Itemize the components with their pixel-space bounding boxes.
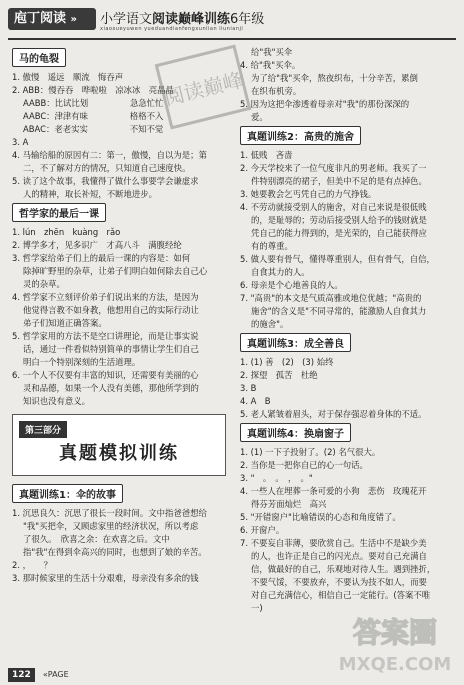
series-suffix: 6年级: [230, 12, 265, 27]
answer-line: 2. ABB：慢吞吞 哗啦啦 凉冰冰 亮晶晶: [12, 85, 174, 95]
answer-line: 1. 沉思良久：沉思了很长一段时间。文中指爸爸想给: [12, 508, 207, 518]
answer-line: 1. 低贱 吝啬: [240, 150, 293, 160]
answer-line: 自食其力的人。: [240, 267, 310, 277]
stamp-text: 阅读巅峰: [161, 67, 246, 111]
series-bold: 阅读巅峰训练: [152, 12, 231, 27]
answer-line: "我"买把伞，又顾虑家里的经济状况，所以考虑: [12, 521, 199, 531]
brand-badge: [8, 8, 96, 30]
section-title-noble-charity: 真题训练2：高贵的施舍: [240, 126, 361, 145]
answer-line: 话，通过一件看似特别简单的事情让学生们自己: [12, 344, 199, 354]
answer-line: 除掉旷野里的杂草，让弟子们明白如何除去自己心: [12, 266, 208, 276]
answer-line: 了很久。 欣喜之余：在欢喜之后。文中: [12, 534, 170, 544]
answer-line: 5. 老人紧皱着眉头，对于保存强忍着身体的不适。: [240, 409, 427, 419]
answer-line: 2. 当你是一把你自已的心一句话。: [240, 460, 368, 470]
answer-line: 7. 不要妄自菲薄，要欣赏自己。生活中不是缺少美: [240, 538, 427, 548]
answer-line: 的施舍"。: [240, 319, 289, 329]
answer-line: 6. 母亲是个心地善良的人。: [240, 280, 343, 290]
answer-line: 的人，也许正是自己的闪光点。要对自己充满自: [240, 551, 427, 561]
answer-line: 知识也没有意义。: [12, 396, 91, 406]
answer-line: AABC：津津有味 格格不入: [12, 111, 164, 121]
header-divider: [8, 38, 456, 40]
answer-line: 4. 马输给船的原因有二：第一，傲慢，自以为是；第: [12, 150, 207, 160]
answer-line: 凭自己的能力得到的，是光荣的，自己能获得应: [240, 228, 427, 238]
answer-line: 4. A B: [240, 396, 271, 406]
answer-line: 4. 一些人在埋葬一条可爱的小狗 悲伤 玫瑰花开: [240, 486, 427, 496]
answer-line: 施舍"的含义是"不同寻常的，能激励人自食其力: [240, 306, 427, 316]
answer-line: 3. A: [12, 137, 29, 147]
section-title-kindness: 真题训练3：成全善良: [240, 333, 351, 352]
answer-line: 的，是耻辱的；劳动后接受别人给予的钱财就是: [240, 215, 427, 225]
part-title: 真题模拟训练: [59, 443, 179, 464]
answer-line: 2. 博学多才，见多识广 才高八斗 满腹经纶: [12, 240, 182, 250]
answer-line: 3. 哲学家给弟子们上的最后一课的内容是：如何: [12, 253, 191, 263]
left-column: [12, 46, 226, 585]
part-label: 第三部分: [19, 421, 67, 438]
brand-arrow-icon: »: [70, 14, 78, 25]
brand-text: 庖丁阅读: [14, 11, 67, 26]
answer-line: 5. 因为这把伞渗透着母亲对"我"的那份深深的: [240, 99, 410, 109]
answer-line: 6. 开窗户。: [240, 525, 285, 535]
section-kindness-answers: [240, 356, 456, 421]
answer-line: 信，做最好的自己，乐观地对待人生。遇到挫折，: [240, 564, 436, 574]
section-title-umbrella: 真题训练1：伞的故事: [12, 484, 123, 503]
page-word: «PAGE: [42, 670, 69, 679]
answer-line: 有的尊重。: [240, 241, 293, 251]
answer-line: 3. 她要教会乞丐凭自己的力气挣钱。: [240, 189, 377, 199]
answer-line: 5. 读了这个故事，我懂得了做什么事要学会谦虚求: [12, 176, 199, 186]
answer-line: 二，不了解对方的情况，只知道自己速度快。: [12, 163, 191, 173]
series-pinyin: xiaoxueyuwen yueduandianfengxunlian liunianji: [100, 26, 244, 32]
answer-line: 5. "开错窗户"比喻错误的心态和角度错了。: [240, 512, 401, 522]
answer-line: 他觉得言教不如身教，他想用自己的实际行动让: [12, 305, 199, 315]
answer-line: 爱。: [240, 112, 268, 122]
answer-line: 灵的杂草。: [12, 279, 65, 289]
section-umbrella-answers: [12, 507, 226, 585]
section-title-philosopher: 哲学家的最后一课: [12, 203, 106, 222]
answer-line: 明白一个特别深刻的生活道理。: [12, 357, 141, 367]
part-three-banner: [12, 414, 226, 476]
answer-line: 2. 今天学校来了一位气度非凡的男老师。我买了一: [240, 163, 427, 173]
answer-line: 3. 那时候家里的生活十分艰难，母亲没有多余的钱: [12, 573, 199, 583]
answer-line: 为了给"我"买伞，熬夜织布，十分辛苦，累倒: [240, 73, 418, 83]
answer-line: 1. 傲慢 遥远 顺流 悔吞声: [12, 72, 124, 82]
answer-line: 灵和品德，如果一个人没有美德，那他所学到的: [12, 383, 199, 393]
umbrella-continued-answers: [240, 46, 456, 124]
answer-line: 2. 探望 孤苦 杜绝: [240, 370, 318, 380]
answer-line: 得芬芳面灿烂 高兴: [240, 499, 327, 509]
answer-line: ABAC：老老实实 不知不觉: [12, 124, 164, 134]
answer-line: 2. ， ？: [12, 560, 52, 570]
answer-line: 4. 给"我"买伞。: [240, 60, 301, 70]
page-number: 122: [8, 668, 35, 682]
answer-line: 3. " 。 。 ， 。": [240, 473, 313, 483]
answer-line: 3. B: [240, 383, 257, 393]
answer-line: 5. 做人要有骨气，懂得尊重别人，但有骨气，自信，: [240, 254, 435, 264]
answer-line: 一): [240, 603, 263, 613]
answer-line: 人的精神，取长补短，不断地进步。: [12, 189, 158, 199]
answer-line: 6. 一个人不仅要有丰富的知识，还需要有美丽的心: [12, 370, 199, 380]
series-prefix: 小学语文: [100, 12, 153, 27]
answer-line: 1. (1) 善 (2) (3) 始终: [240, 357, 334, 367]
section-title-horse-boat: 马的龟裂: [12, 48, 66, 67]
answer-line: 1. (1) 一下子投射了。(2) 名气很大。: [240, 447, 381, 457]
answer-line: 对自己充满信心，相信自己一定能行。(答案不唯: [240, 590, 431, 600]
series-title: [100, 8, 264, 27]
answer-line: 5. 哲学家用的方法不是空口讲理论，而是让事实说: [12, 331, 199, 341]
answer-line: 件特别漂亮的裙子，但美中不足的是有点掉色。: [240, 176, 427, 186]
right-column: [240, 46, 456, 615]
answer-line: 指"我"在得到伞高兴的同时，也想到了娘的辛苦。: [12, 547, 207, 557]
answer-line: 4. 哲学家不立刻评价弟子们说出来的方法，是因为: [12, 292, 199, 302]
answer-line: 在织布机旁。: [240, 86, 302, 96]
page-footer: [8, 662, 168, 680]
section-window-answers: [240, 446, 456, 615]
answer-line: AABB：比试比划 急急忙忙: [12, 98, 164, 108]
answer-line: 7. "高贵"的本文是气质高雅或地位优越；"高贵的: [240, 293, 422, 303]
section-noble-charity-answers: [240, 149, 456, 331]
site-watermark-logo-icon: [330, 600, 460, 680]
answer-line: 1. lún zhēn kuàng rǎo: [12, 227, 121, 237]
answer-line: 弟子们知道正确答案。: [12, 318, 107, 328]
answer-line: 给"我"买伞: [240, 47, 293, 57]
answer-line: 不要气馁，不要放弃，不要认为技不如人，而要: [240, 577, 427, 587]
answer-line: 4. 不劳动就接受别人的施舍，对自己来说是很低贱: [240, 202, 427, 212]
logo-text: 答案圈: [352, 616, 438, 649]
section-philosopher-answers: [12, 226, 226, 408]
logo-url: MXQE.COM: [338, 654, 452, 675]
section-title-window: 真题训练4：换扇窗子: [240, 423, 351, 442]
